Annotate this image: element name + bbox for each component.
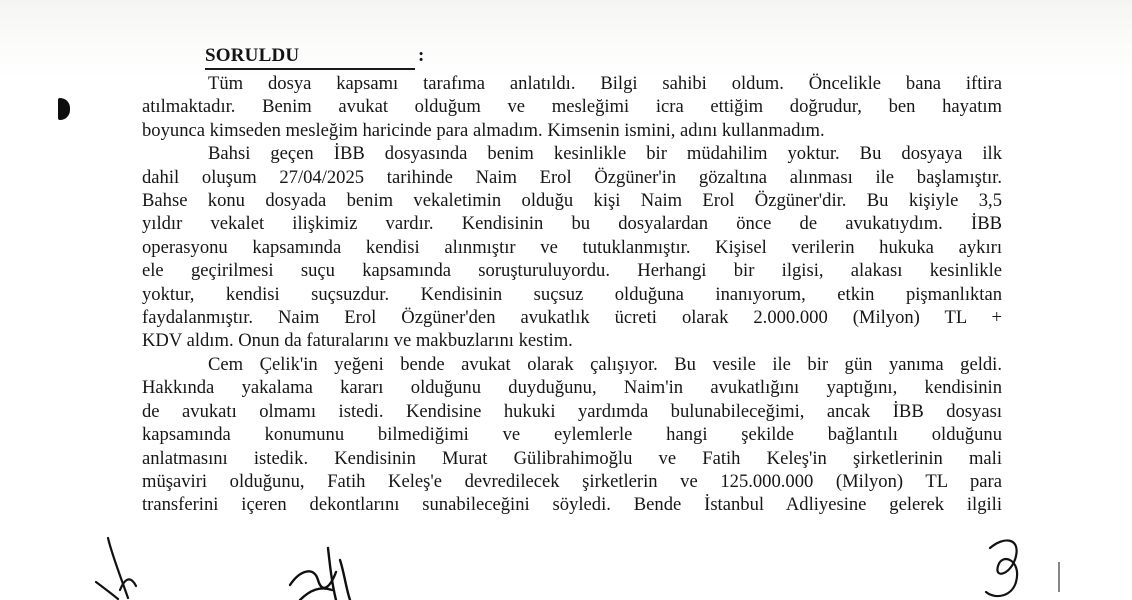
- text-line: KDV aldım. Onun da faturalarını ve makbuzlarını kestim.: [142, 330, 573, 352]
- text-line: Cem Çelik'in yeğeni bende avukat olarak çalışıyor. Bu vesile ile bir gün yanıma geldi.: [208, 353, 1002, 375]
- text-line: anlatmasını istedik. Kendisinin Murat Gülibrahimoğlu ve Fatih Keleş'in şirketlerinin mali: [142, 447, 1002, 469]
- text-line: müşaviri olduğunu, Fatih Keleş'e devredilecek şirketlerin ve 125.000.000 (Milyon) TL para: [142, 470, 1002, 492]
- signature-right: [986, 540, 1017, 596]
- signature-middle: [290, 548, 350, 600]
- section-heading: SORULDU: [205, 45, 300, 66]
- text-line: ele geçirilmesi suçu kapsamında soruşturuluyordu. Herhangi bir ilgisi, alakası kesinlikle: [142, 260, 1002, 282]
- text-line: kapsamında konumunu bilmediğimi ve eylemlerle hangi şekilde bağlantılı olduğunu: [142, 424, 1002, 446]
- heading-underline: [205, 68, 415, 70]
- text-line: Hakkında yakalama kararı olduğunu duyduğunu, Naim'in avukatlığını yaptığını, kendisinin: [142, 377, 1002, 399]
- text-line: de avukatı olmamı istedi. Kendisine hukuki yardımda bulunabileceğimi, ancak İBB dosyası: [142, 400, 1002, 422]
- text-line: dahil oluşum 27/04/2025 tarihinde Naim Erol Özgüner'in gözaltına alınması ile başlamıştır.: [142, 166, 1002, 188]
- text-line: Bahsi geçen İBB dosyasında benim kesinlikle bir müdahilim yoktur. Bu dosyaya ilk: [208, 143, 1002, 165]
- margin-punch-mark: [58, 98, 70, 120]
- signature-left: [96, 538, 136, 599]
- text-line: yoktur, kendisi suçsuzdur. Kendisinin suçsuz olduğuna inanıyorum, etkin pişmanlıktan: [142, 283, 1002, 305]
- statement-body: [142, 72, 1002, 517]
- text-line: transferini içeren dekontlarını sunabileceğini söyledi. Bende İstanbul Adliyesine gelerek ilgili: [142, 494, 1002, 516]
- text-line: operasyonu kapsamında kendisi alınmıştır ve tutuklanmıştır. Kişisel verilerin hukuka aykırı: [142, 236, 1002, 258]
- text-line: Bahse konu dosyada benim vekaletimin olduğu kişi Naim Erol Özgüner'dir. Bu kişiyle 3,5: [142, 190, 1002, 212]
- text-line: boyunca kimseden mesleğim haricinde para almadım. Kimsenin ismini, adını kullanmadım.: [142, 119, 825, 141]
- edge-mark: [1058, 562, 1066, 592]
- text-line: Tüm dosya kapsamı tarafıma anlatıldı. Bilgi sahibi oldum. Öncelikle bana iftira: [208, 73, 1002, 94]
- text-line: yıldır vekalet ilişkimiz vardır. Kendisinin bu dosyalardan önce de avukatıydım. İBB: [142, 213, 1002, 235]
- text-line: atılmaktadır. Benim avukat olduğum ve mesleğimi icra ettiğim doğrudur, ben hayatım: [142, 96, 1002, 118]
- text-line: faydalanmıştır. Naim Erol Özgüner'den avukatlık ücreti olarak 2.000.000 (Milyon) TL +: [142, 307, 1002, 329]
- heading-colon: :: [418, 45, 425, 66]
